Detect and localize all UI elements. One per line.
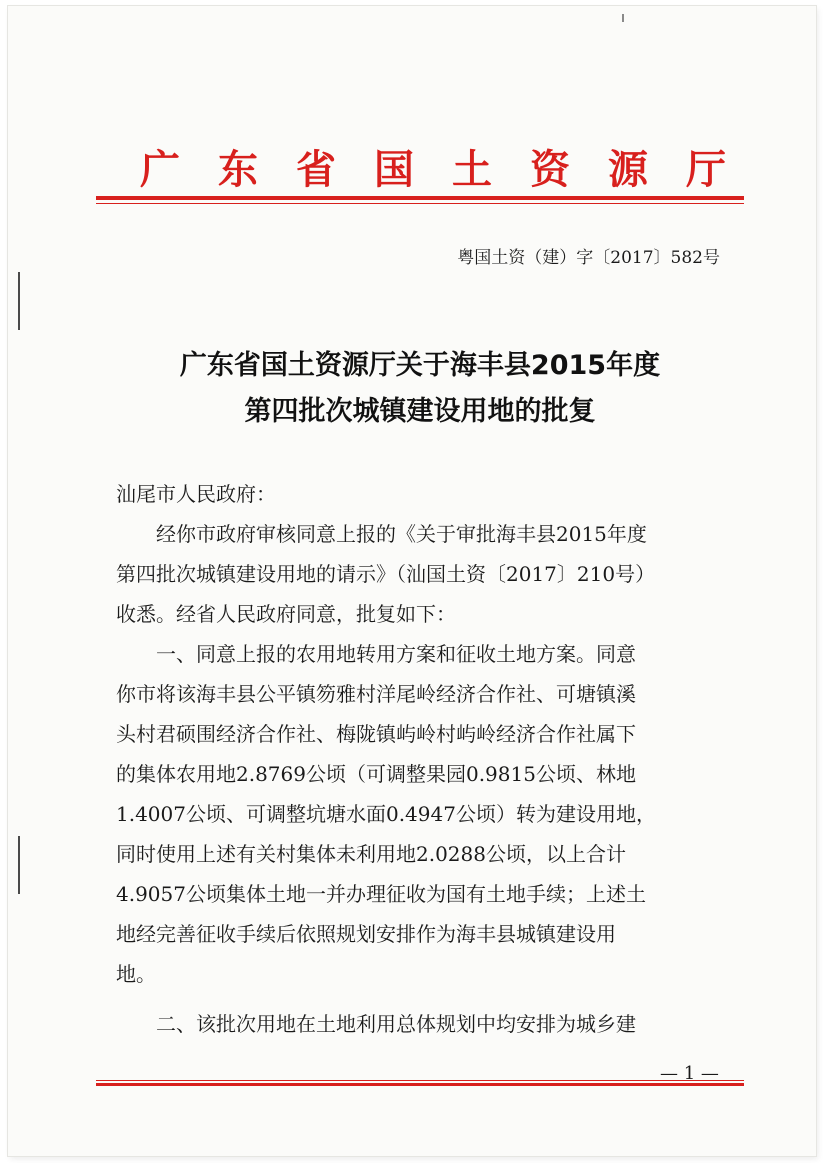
document-title-line-1: 广东省国土资源厅关于海丰县2015年度	[179, 350, 661, 381]
body-line: 头村君硕围经济合作社、梅陇镇屿岭村屿岭经济合作社属下	[116, 722, 636, 746]
letterhead-org-name: 广东省国土资源厅	[140, 146, 764, 193]
addressee: 汕尾市人民政府：	[116, 482, 276, 506]
binding-mark-bottom	[18, 836, 20, 894]
body-line: 收悉。经省人民政府同意，批复如下：	[116, 602, 456, 626]
document-number: 粤国土资（建）字〔2017〕582号	[457, 248, 720, 268]
letterhead-rule-thick	[96, 196, 744, 200]
body-line: 地经完善征收手续后依照规划安排作为海丰县城镇建设用	[116, 922, 616, 946]
letterhead-rule-thin	[96, 203, 744, 204]
body-line: 地。	[116, 962, 156, 986]
binding-mark-top	[18, 272, 20, 330]
body-line: 1.4007公顷、可调整坑塘水面0.4947公顷）转为建设用地，	[116, 802, 656, 826]
body-line: 一、同意上报的农用地转用方案和征收土地方案。同意	[156, 642, 636, 666]
body-line: 二、该批次用地在土地利用总体规划中均安排为城乡建	[156, 1012, 636, 1036]
body-line: 经你市政府审核同意上报的《关于审批海丰县2015年度	[156, 522, 647, 546]
footer-rule-thick	[96, 1083, 744, 1086]
footer-rule-thin	[96, 1080, 744, 1081]
body-line: 你市将该海丰县公平镇笏雅村洋尾岭经济合作社、可塘镇溪	[116, 682, 636, 706]
body-line: 4.9057公顷集体土地一并办理征收为国有土地手续；上述土	[116, 882, 646, 906]
page-number: — 1 —	[660, 1063, 719, 1084]
page-mark	[622, 14, 624, 22]
body-line: 同时使用上述有关村集体未利用地2.0288公顷，以上合计	[116, 842, 626, 866]
body-line: 第四批次城镇建设用地的请示》（汕国土资〔2017〕210号）	[116, 562, 656, 586]
body-line: 的集体农用地2.8769公顷（可调整果园0.9815公顷、林地	[116, 762, 636, 786]
document-title-line-2: 第四批次城镇建设用地的批复	[244, 396, 596, 427]
